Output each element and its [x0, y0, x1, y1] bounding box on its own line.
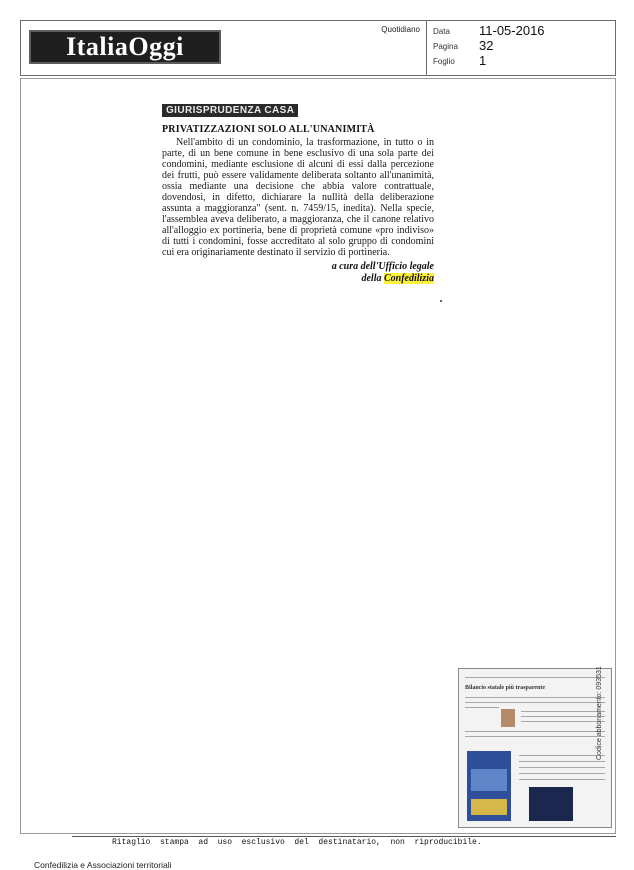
- meta-row-sheet: [433, 53, 611, 68]
- thumb-text-line: [521, 716, 605, 717]
- meta-row-date: [433, 23, 611, 38]
- publication-type: Quotidiano: [381, 25, 420, 34]
- issue-meta: [433, 23, 611, 68]
- thumb-text-line: [521, 711, 605, 712]
- meta-value: 11-05-2016: [479, 23, 545, 38]
- page-thumbnail: [458, 668, 612, 828]
- thumb-text-line: [519, 773, 605, 774]
- meta-row-page: [433, 38, 611, 53]
- thumb-text-line: [519, 779, 605, 780]
- thumb-text-line: [465, 697, 605, 698]
- thumb-rule: [465, 677, 605, 678]
- article-signature: [162, 261, 434, 285]
- italiaoggi-logo: ItaliaOggi: [29, 30, 221, 64]
- thumb-cover: [467, 751, 511, 821]
- thumb-text-line: [465, 707, 499, 708]
- thumb-text-line: [519, 767, 605, 768]
- footer-source: Confedilizia e Associazioni territoriali: [34, 860, 172, 870]
- thumb-cover-band: [471, 769, 507, 791]
- header-divider: [426, 21, 427, 75]
- page-header: [20, 20, 616, 76]
- signature-highlight: Confedilizia: [383, 273, 434, 284]
- meta-label: Pagina: [433, 42, 458, 51]
- subscription-code: Codice abbonamento: 093531: [596, 666, 603, 760]
- signature-line-1: a cura dell'Ufficio legale: [331, 261, 434, 272]
- signature-prefix: della: [361, 273, 384, 284]
- thumb-text-line: [519, 755, 605, 756]
- thumb-advert: [529, 787, 573, 821]
- meta-label: Foglio: [433, 57, 455, 66]
- disclaimer-text: Ritaglio stampa ad uso esclusivo del destinatario, non riproducibile.: [112, 838, 482, 847]
- masthead: [21, 21, 426, 75]
- thumb-text-line: [465, 702, 605, 703]
- thumb-text-line: [519, 761, 605, 762]
- thumb-headline: Bilancio statale più trasparente: [465, 685, 546, 691]
- thumb-cover-bottom: [471, 799, 507, 815]
- meta-value: 1: [479, 53, 487, 68]
- article-headline: PRIVATIZZAZIONI SOLO ALL'UNANIMITÀ: [162, 124, 375, 135]
- signature-line-2: [162, 273, 434, 285]
- thumb-portrait: [501, 709, 515, 727]
- thumb-text-line: [465, 731, 605, 732]
- meta-label: Data: [433, 27, 450, 36]
- meta-value: 32: [479, 38, 494, 53]
- article: [162, 100, 434, 285]
- scan-dot: [440, 300, 442, 302]
- thumb-text-line: [465, 736, 605, 737]
- section-tag: GIURISPRUDENZA CASA: [162, 104, 298, 117]
- article-body: Nell'ambito di un condominio, la trasformazione, in tutto o in parte, di un bene comune in bene esclusivo di una sola parte dei condomini, mediante esclusione di alcuni di essi dalla percezione dei frutti, può essere validamente deliberata soltanto all'unanimità, ossia mediante una decisione che abbia valore contrattuale, dovendosi, in difetto, dichiarare la nullità della deliberazione assunta a maggioranza" (sent. n. 7459/15, inedita). Nella specie, l'assemblea aveva deliberato, a maggioranza, che il canone relativo all'alloggio ex portineria, bene di proprietà comune «pro indiviso» di tutti i condomini, fosse accreditato al solo gruppo di condomini cui era originariamente destinato il servizio di portineria.: [162, 137, 434, 258]
- reproduction-disclaimer: [72, 836, 616, 848]
- thumb-text-line: [521, 721, 605, 722]
